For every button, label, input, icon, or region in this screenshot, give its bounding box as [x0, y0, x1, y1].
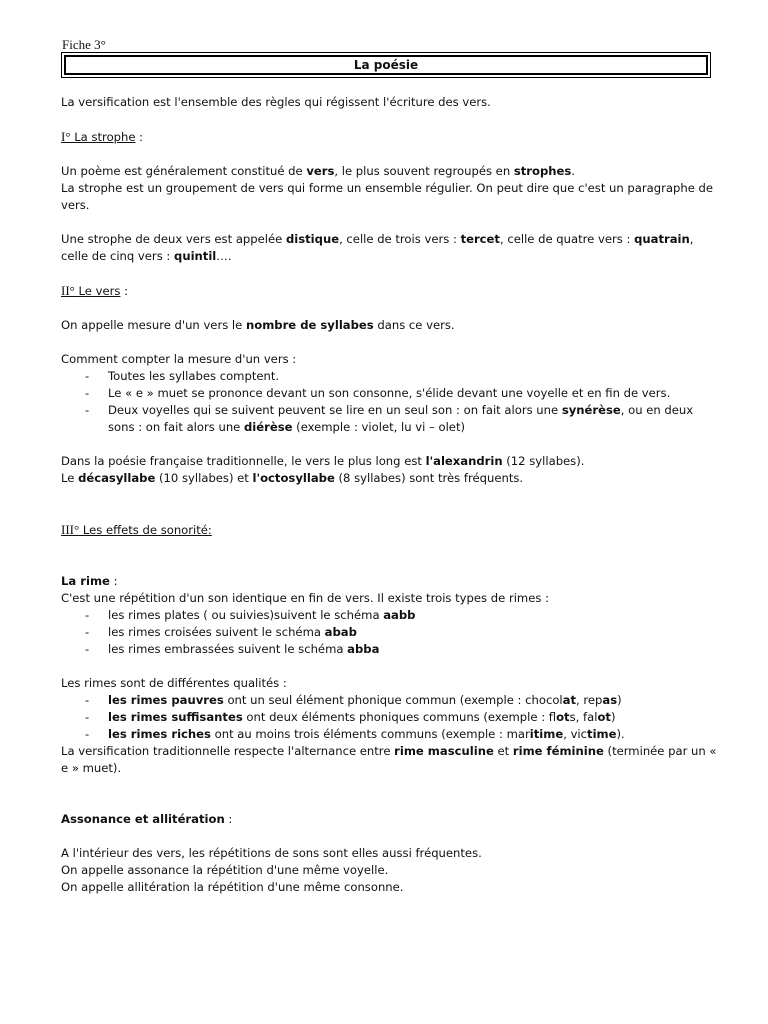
rime-heading: La rime :: [61, 574, 118, 588]
rime-qualities-list: [61, 692, 717, 743]
section2-list-intro: Comment compter la mesure d'un vers :: [61, 352, 297, 366]
list-item: - les rimes embrassées suivent le schéma abba: [61, 641, 717, 658]
list-item: - Deux voyelles qui se suivent peuvent se lire en un seul son : on fait alors une synérèse, ou en deux sons : on fait alors une diérèse (exemple : violet, lu vi – olet): [61, 402, 717, 436]
section2-paragraph3: Le décasyllabe (10 syllabes) et l'octosyllabe (8 syllabes) sont très fréquents.: [61, 471, 524, 485]
counting-rules-list: [61, 368, 717, 436]
section1-heading: I° La strophe :: [61, 129, 144, 144]
list-item: - les rimes riches ont au moins trois éléments communs (exemple : maritime, victime).: [61, 726, 717, 743]
alternance-paragraph: La versification traditionnelle respecte l'alternance entre rime masculine et rime féminine (terminée par un « e » muet).: [61, 744, 717, 775]
page-title: La poésie: [64, 55, 708, 75]
qualities-intro: Les rimes sont de différentes qualités :: [61, 676, 287, 690]
section1-paragraph2: La strophe est un groupement de vers qui forme un ensemble régulier. On peut dire que c'est un paragraphe de vers.: [61, 181, 714, 212]
intro-paragraph: La versification est l'ensemble des règles qui régissent l'écriture des vers.: [61, 95, 491, 109]
fiche-label: Fiche 3°: [62, 37, 106, 52]
list-item: - les rimes suffisantes ont deux éléments phoniques communs (exemple : flots, falot): [61, 709, 717, 726]
list-item: - les rimes pauvres ont un seul élément phonique commun (exemple : chocolat, repas): [61, 692, 717, 709]
assonance-line: On appelle assonance la répétition d'une même voyelle.: [61, 863, 389, 877]
section1-paragraph1: Un poème est généralement constitué de vers, le plus souvent regroupés en strophes.: [61, 164, 575, 178]
section1-paragraph3: Une strophe de deux vers est appelée distique, celle de trois vers : tercet, celle de quatre vers : quatrain, celle de cinq vers : quintil….: [61, 232, 694, 263]
assonance-line: On appelle allitération la répétition d'une même consonne.: [61, 880, 404, 894]
rime-definition: C'est une répétition d'un son identique en fin de vers. Il existe trois types de rimes :: [61, 591, 549, 605]
rime-types-list: [61, 607, 717, 658]
section3-heading: III° Les effets de sonorité:: [61, 522, 212, 537]
assonance-line: A l'intérieur des vers, les répétitions de sons sont elles aussi fréquentes.: [61, 846, 482, 860]
section2-paragraph2: Dans la poésie française traditionnelle, le vers le plus long est l'alexandrin (12 syllabes).: [61, 454, 585, 468]
document-body: [61, 94, 717, 896]
list-item: - Toutes les syllabes comptent.: [61, 368, 717, 385]
assonance-heading: Assonance et allitération :: [61, 812, 233, 826]
section2-paragraph1: On appelle mesure d'un vers le nombre de syllabes dans ce vers.: [61, 318, 455, 332]
list-item: - les rimes croisées suivent le schéma abab: [61, 624, 717, 641]
title-box: [61, 52, 711, 78]
list-item: - les rimes plates ( ou suivies)suivent le schéma aabb: [61, 607, 717, 624]
list-item: - Le « e » muet se prononce devant un son consonne, s'élide devant une voyelle et en fin de vers.: [61, 385, 717, 402]
section2-heading: II° Le vers :: [61, 283, 129, 298]
